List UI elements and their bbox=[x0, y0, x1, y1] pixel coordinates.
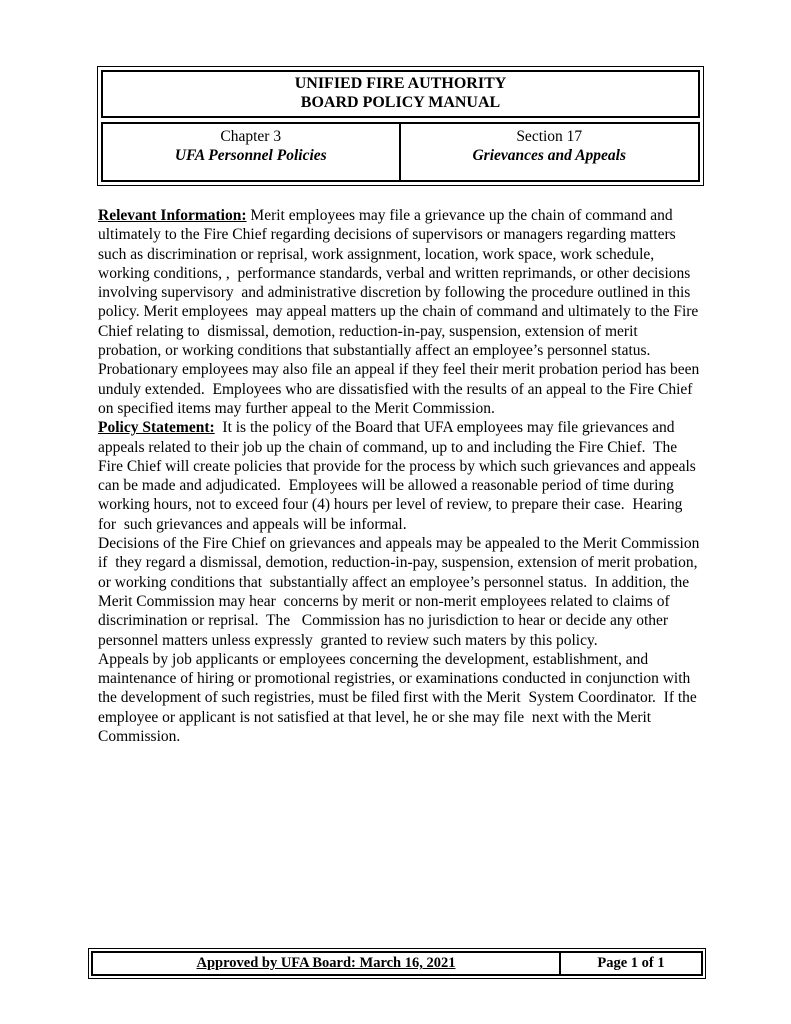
policy-statement-text: It is the policy of the Board that UFA employees may file grievances and appeals related to their job up the chain of command, up to and including the Fire Chief. The Fire Chief will create policies that provide for the process by which such grievances and appeals can be made and adjudicated. Employees will be allowed a reasonable period of time during working hours, not to exceed four (4) hours per level of review, to prepare their case. Hearing for such grievances and appeals will be informal. bbox=[98, 419, 704, 533]
section-name: Grievances and Appeals bbox=[472, 147, 627, 164]
page-number-cell bbox=[561, 953, 701, 974]
title-line-2: BOARD POLICY MANUAL bbox=[300, 94, 501, 111]
section-cell bbox=[401, 124, 699, 180]
page-number-text: Page 1 of 1 bbox=[597, 955, 665, 971]
chapter-cell bbox=[103, 124, 401, 180]
document-title bbox=[101, 70, 700, 118]
footer-row bbox=[91, 951, 703, 976]
paragraph-registries: Appeals by job applicants or employees concerning the development, establishment, and maintenance of hiring or promotional registries, or examinations conducted in conjunction with the development of such registries, must be filed first with the Merit System Coordinator. If the employee or applicant is not satisfied at that level, he or she may file next with the Merit Commission. bbox=[98, 650, 701, 746]
chapter-name: UFA Personnel Policies bbox=[174, 147, 327, 164]
chapter-label: Chapter 3 bbox=[220, 128, 282, 145]
relevant-information-heading: Relevant Information: bbox=[98, 207, 247, 224]
title-line-1: UNIFIED FIRE AUTHORITY bbox=[294, 75, 507, 92]
footer-table bbox=[88, 948, 706, 979]
paragraph-policy-statement bbox=[98, 418, 702, 534]
approval-text: Approved by UFA Board: March 16, 2021 bbox=[196, 955, 456, 971]
document-body bbox=[98, 206, 702, 746]
header-table bbox=[97, 66, 704, 186]
policy-statement-heading: Policy Statement: bbox=[98, 419, 215, 437]
paragraph-merit-commission: Decisions of the Fire Chief on grievances and appeals may be appealed to the Merit Commission if they regard a dismissal, demotion, reduction-in-pay, suspension, extension of merit probation, or working conditions that substantially affect an employee’s personnel status. In addition, the Merit Commission may hear concerns by merit or non-merit employees related to claims of discrimination or reprisal. The Commission has no jurisdiction to hear or decide any other personnel matters unless expressly granted to review such maters by this policy. bbox=[98, 535, 704, 649]
paragraph-relevant-information bbox=[98, 206, 702, 418]
section-label: Section 17 bbox=[516, 128, 583, 145]
approval-cell bbox=[93, 953, 561, 974]
relevant-information-text: Merit employees may file a grievance up the chain of command and ultimately to the Fire Chief regarding decisions of supervisors or managers regarding matters such as discrimination or reprisal, work assignment, location, work space, work schedule, working conditions, , performance standards, verbal and written reprimands, or other decisions involving supervisory and administrative discretion by following the procedure outlined in this policy. Merit employees may appeal matters up the chain of command and ultimately to the Fire Chief relating to dismissal, demotion, reduction-in-pay, suspension, extension of merit probation, or working conditions that substantially affect an employee’s personnel status. Probationary employees may also file an appeal if they feel their merit probation period has been unduly extended. Employees who are dissatisfied with the results of an appeal to the Fire Chief on specified items may further appeal to the Merit Commission. bbox=[98, 207, 704, 417]
chapter-section-row bbox=[101, 122, 700, 182]
